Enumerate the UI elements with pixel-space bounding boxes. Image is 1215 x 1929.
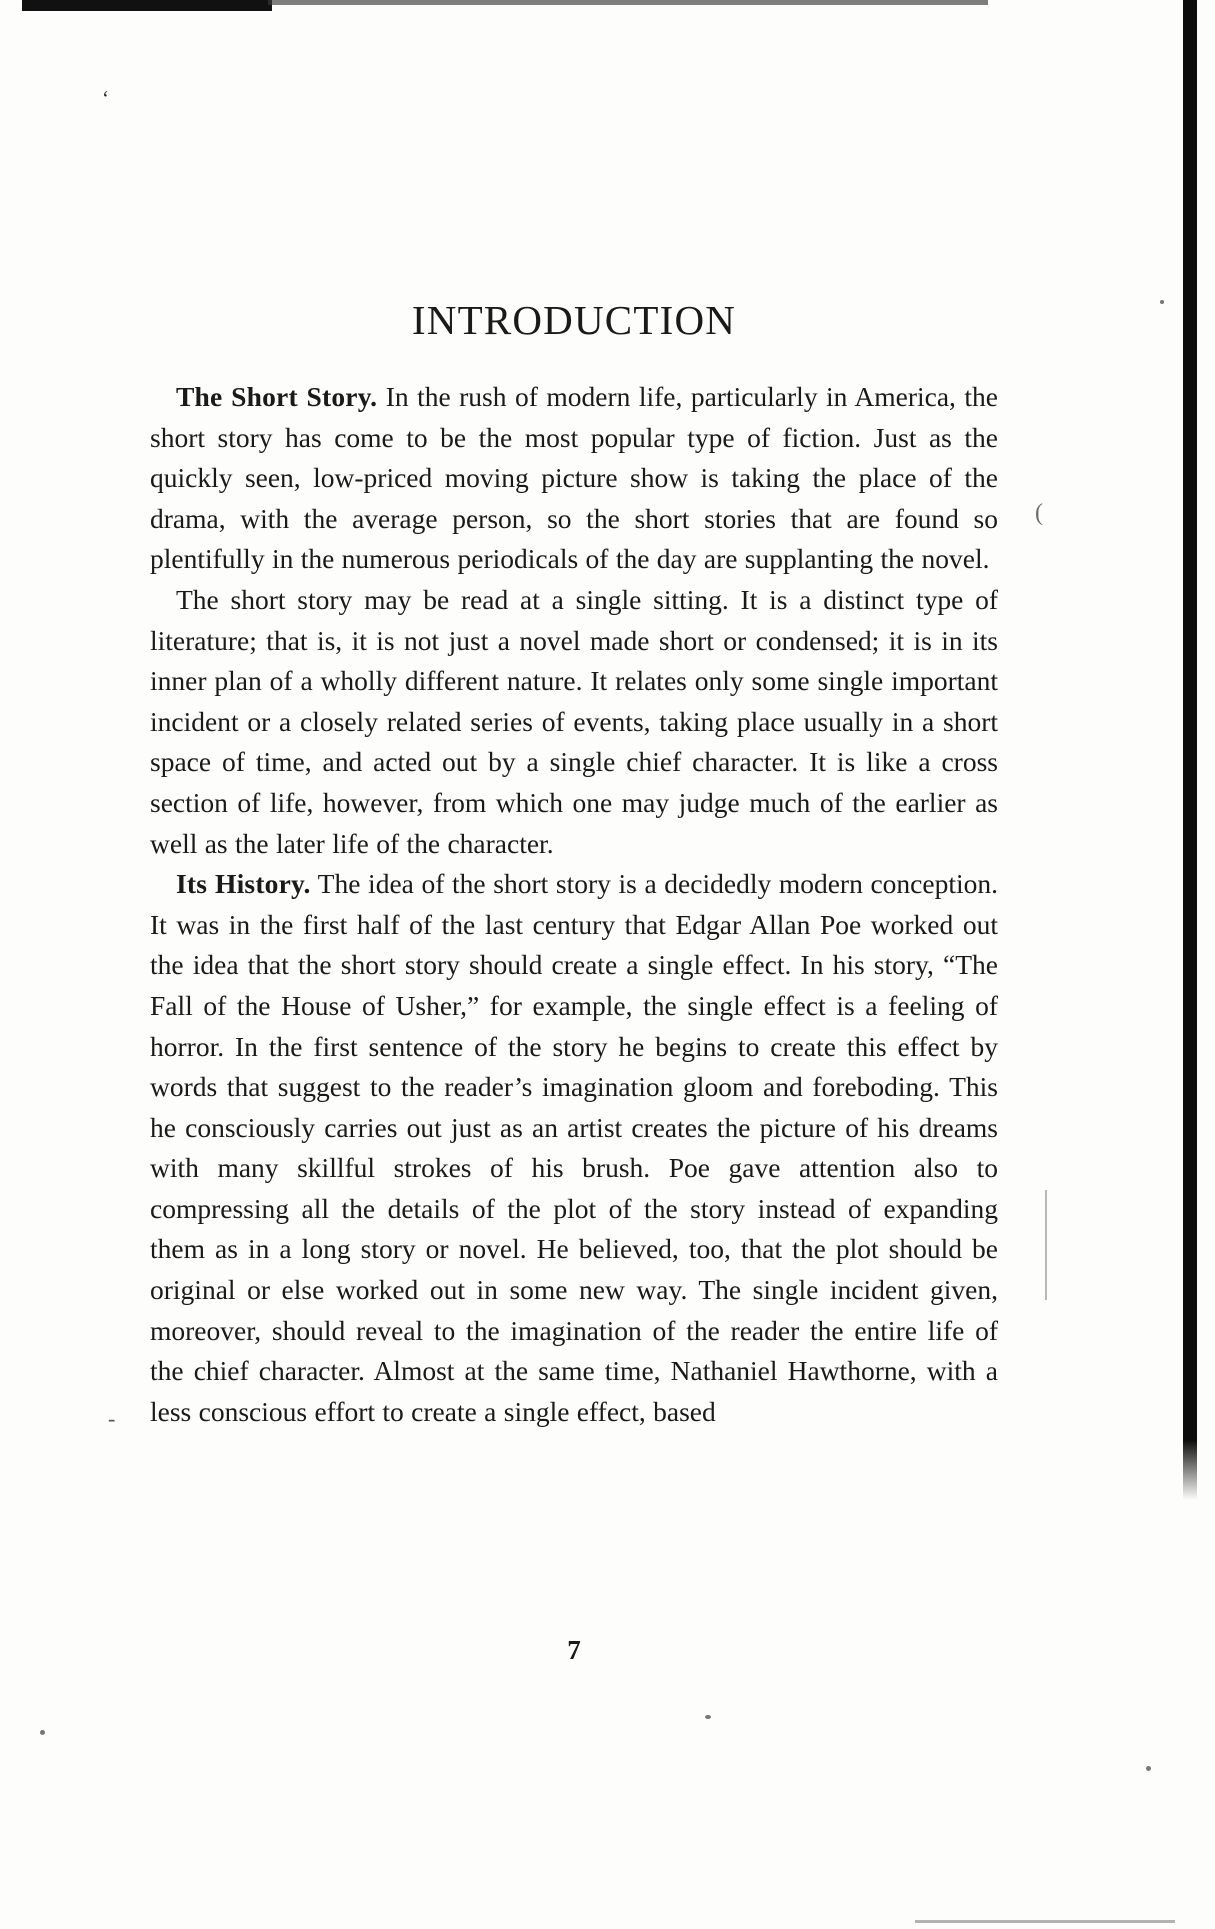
page-number: 7 (567, 1635, 581, 1665)
scan-edge-right-gutter (1183, 0, 1197, 1440)
paragraph-its-history (150, 864, 998, 1432)
margin-bar-mark (1045, 1190, 1047, 1300)
scan-edge-right-fade (1183, 1440, 1197, 1500)
margin-tick-icon: ‘ (102, 86, 115, 110)
margin-dash-icon: - (108, 1406, 116, 1431)
page-content (102, 0, 998, 1665)
paragraph-body: The idea of the short story is a decidedly modern conception. It was in the first half of the last century that Edgar Allan Poe worked out the idea that the short story should create a single effect. In his story, “The Fall of the House of Usher,” for example, the single effect is a feeling of horror. In the first sentence of the story he begins to create this effect by words that suggest to the reader’s imagination gloom and foreboding. This he consciously carries out just as an artist creates the picture of his dreams with many skillful strokes of his brush. Poe gave attention also to compressing all the details of the plot of the story instead of expanding them as in a long story or novel. He believed, too, that the plot should be original or else worked out in some new way. The single incident given, moreover, should reveal to the imagination of the reader the entire life of the chief character. Almost at the same time, Nathaniel Hawthorne, with a less conscious effort to create a single effect, based (150, 868, 998, 1427)
scan-speck (705, 1715, 711, 1719)
page-title: INTRODUCTION (411, 297, 737, 343)
margin-paren-icon: ( (1035, 500, 1043, 526)
scan-speck (1160, 300, 1164, 304)
paragraph-single-sitting (150, 580, 998, 864)
paragraph-runin-heading: Its History. (176, 868, 311, 900)
scan-speck (40, 1730, 45, 1735)
paragraph-short-story (150, 377, 998, 580)
paragraph-runin-heading: The Short Story. (176, 381, 378, 412)
paragraph-body: In the rush of modern life, particularly in America, the short story has come to be the most popular type of fiction. Just as the quickly seen, low-priced moving picture show is taking the place of the drama, with the average person, so the short stories that are found so plentifully in the numerous periodicals of the day are supplanting the novel. (150, 381, 998, 575)
paragraph-body: The short story may be read at a single sitting. It is a distinct type of literature; that is, it is not just a novel made short or condensed; it is in its inner plan of a wholly different nature. It relates only some single important incident or a closely related series of events, taking place usually in a short space of time, and acted out by a single chief character. It is like a cross section of life, however, from which one may judge much of the earlier as well as the later life of the character. (150, 583, 998, 859)
scan-edge-bottom (915, 1920, 1175, 1923)
scan-speck (1146, 1766, 1151, 1771)
